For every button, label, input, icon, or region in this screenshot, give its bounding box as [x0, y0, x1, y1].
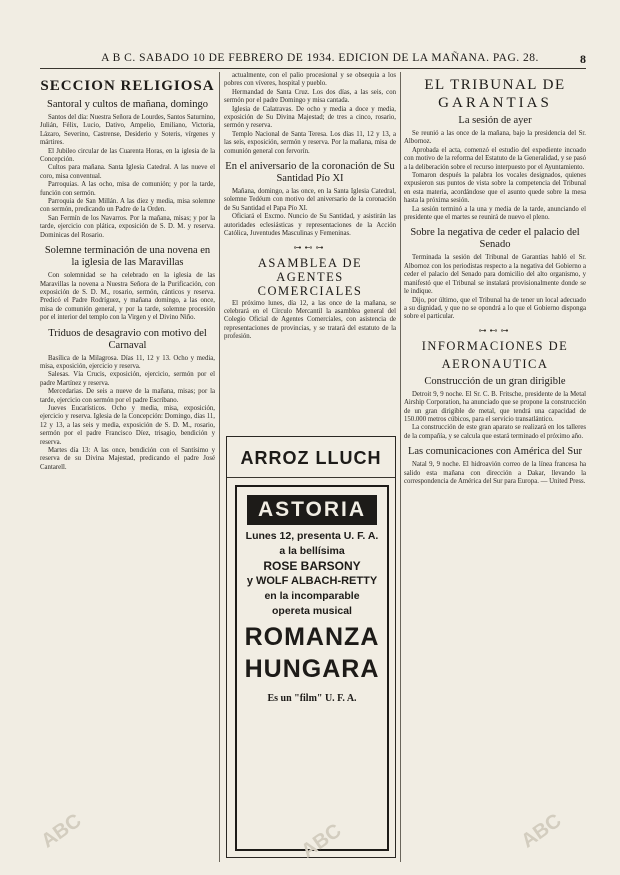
paragraph: Mercedarias. De seis a nueve de la mañana, misas; por la tarde, ejercicio con sermón por el padre Escribano. — [40, 388, 215, 404]
column-tribunal — [404, 72, 586, 862]
ad-line-star: ROSE BARSONY — [263, 559, 361, 573]
subheading-triduos: Triduos de desagravio con motivo del Carnaval — [48, 327, 207, 351]
ad-line: a la bellísima — [279, 545, 345, 557]
paragraph: Terminada la sesión del Tribunal de Garantías habló el Sr. Albornoz con los periodistas respecto a la negativa del Gobierno a ceder el palacio del Senado para domicilio del alto organismo, y manifestó que el Tribunal se instalará provisionalmente donde se le indique. — [404, 254, 586, 296]
heading-aeronautica: INFORMACIONES DE — [421, 338, 569, 353]
paragraph: Iglesia de Calatravas. De ocho y media a doce y media, exposición de Su Divina Majestad; de tres a cinco, rosario, sermón y reserva. — [224, 105, 396, 130]
paragraph: La sesión terminó a la una y media de la tarde, anunciando el presidente que el martes se reunirá de nuevo el pleno. — [404, 205, 586, 222]
watermark: ABC — [517, 809, 566, 853]
paragraph: El próximo lunes, día 12, a las once de la mañana, se celebrará en el Círculo Mercantil la asamblea general del Colegio Oficial de Agentes Comerciales, con asistencia de representaciones de provincias, y se tratará del estatuto de la profesión. — [224, 299, 396, 341]
paragraph: Jueves Eucarísticos. Ocho y media, misa, exposición, ejercicio y reserva. Iglesia de la Concepción: Domingo, días 11, 12 y 13, a las seis y media, exposición de S. D. M., rosario, sermón por el padre Francisco Díez, trisagio, bendición y reserva. — [40, 404, 215, 446]
ad-line-star: y WOLF ALBACH-RETTY — [246, 575, 378, 587]
column-middle — [224, 72, 396, 407]
paragraph: El Jubileo circular de las Cuarenta Horas, en la iglesia de la Concepción. — [40, 147, 215, 164]
film-title: HUNGARA — [244, 655, 380, 683]
ad-footer: Es un "film" U. F. A. — [267, 693, 357, 704]
ad-rule — [227, 477, 395, 478]
paragraph: Oficiará el Excmo. Nuncio de Su Santidad, y asistirán las autoridades eclesiásticas y representaciones de la Acción Católica, Juventudes Masculinas y Femeninas. — [224, 213, 396, 238]
paragraph: Natal 9, 9 noche. El hidroavión correo de la línea francesa ha salido esta mañana con dirección a Dakar, llevando la correspondencia de América del Sur para Europa. — United Press. — [404, 461, 586, 485]
subheading-santoral: Santoral y cultos de mañana, domingo — [47, 99, 208, 110]
paragraph: Mañana, domingo, a las once, en la Santa Iglesia Catedral, solemne Tedéum con motivo del aniversario de la coronación de Su Santidad el Papa Pío XI. — [224, 188, 396, 212]
paragraph: La construcción de este gran aparato se realizará en los talleres de la compañía, y se calcula que estará terminado el próximo año. — [404, 424, 586, 440]
heading-tribunal: EL TRIBUNAL DE — [424, 77, 566, 93]
heading-asamblea: ASAMBLEA DE AGENTES COMERCIALES — [257, 255, 363, 298]
paragraph: Dijo, por último, que el Tribunal ha de tener un local adecuado a su dignidad, y que no se opondrá a lo que el Gobierno disponga sobre el particular. — [404, 296, 586, 321]
subheading-senado: Sobre la negativa de ceder el palacio del Senado — [410, 227, 580, 251]
paragraph: Aprobada el acta, comenzó el estudio del expediente incoado con motivo de la reforma del Estatuto de la Generalidad, y se pasó a la deliberación sobre el recurso interpuesto por el Ayuntamiento. — [404, 146, 586, 171]
column-religiosa — [40, 72, 215, 862]
subheading-sesion: La sesión de ayer — [458, 115, 532, 126]
masthead: A B C. SABADO 10 DE FEBRERO DE 1934. EDICION DE LA MAÑANA. PAG. 28. — [101, 52, 539, 64]
ad-cinema-astoria — [235, 485, 389, 851]
subheading-america: Las comunicaciones con América del Sur — [407, 446, 583, 458]
ornament-divider: ⊶⊷⊶ — [478, 325, 512, 335]
paragraph: San Fermín de los Navarros. Por la mañana, misas; y por la tarde, ejercicio con plática, exposición de S. D. M. y reserva. Dominicas del Rosario. — [40, 214, 215, 239]
paragraph: Basílica de la Milagrosa. Días 11, 12 y 13. Ocho y media, misa, exposición, ejercicio y reserva. — [40, 354, 215, 370]
watermark: ABC — [297, 819, 346, 863]
paragraph: Parroquia de San Millán. A las diez y media, misa solemne con sermón, predicando un Padre de la Orden. — [40, 198, 215, 214]
paragraph: Se reunió a las once de la mañana, bajo la presidencia del Sr. Albornoz. — [404, 130, 586, 146]
page-number: 8 — [580, 52, 586, 66]
paragraph: Hermandad de Santa Cruz. Los dos días, a las seis, con sermón por el padre Domingo y misa cantada. — [224, 88, 396, 105]
column-divider-left — [219, 72, 220, 862]
heading-aeronautica: AERONAUTICA — [441, 356, 549, 371]
paragraph: Martes día 13: A las once, bendición con el Santísimo y reserva de su Divina Majestad, predicando el padre José Cantarell. — [40, 447, 215, 471]
header-rule — [40, 68, 586, 69]
paragraph: actualmente, con el palio procesional y se obsequia a los pobres con víveres, hospital y pueblo. — [224, 72, 396, 88]
theater-name: ASTORIA — [247, 495, 377, 525]
ad-line: Lunes 12, presenta U. F. A. — [245, 530, 379, 542]
paragraph: Salesas. Vía Crucis, exposición, ejercicio, sermón por el padre Martínez y reserva. — [40, 371, 215, 387]
paragraph: Tomaron después la palabra los vocales designados, quienes expusieron sus puntos de vista sobre la competencia del Tribunal en esta materia, acordándose que el asunto quede sobre la mesa hasta la próxima sesión. — [404, 172, 586, 205]
paragraph: Con solemnidad se ha celebrado en la iglesia de las Maravillas la novena a Nuestra Señora de la Purificación, con exposición de S. D. M., rosario, sermón, cánticos y reserva. Predicó el Padre Rodríguez, y mañana domingo, a las once, misa de comunión general, y por la tarde, solemne procesión por el interior del templo con la Virgen y el Divino Niño. — [40, 272, 215, 322]
ad-arroz-lluch: ARROZ LLUCH — [240, 448, 382, 468]
column-divider-right — [400, 72, 401, 862]
subheading-novena: Solemne terminación de una novena en la iglesia de las Maravillas — [44, 245, 211, 269]
paragraph: Cultos para mañana. Santa Iglesia Catedral. A las nueve el coro, misa conventual. — [40, 164, 215, 180]
watermark: ABC — [37, 809, 86, 853]
paragraph: Parroquias. A las ocho, misa de comunión; y por la tarde, función con sermón. — [40, 181, 215, 197]
ornament-divider: ⊶⊷⊶ — [293, 242, 327, 252]
ad-line: en la incomparable opereta musical — [264, 590, 360, 617]
section-title: SECCION RELIGIOSA — [40, 78, 215, 94]
paragraph: Santos del día: Nuestra Señora de Lourdes, Santos Saturnino, Julián, Félix, Lucio, Dativo, Ampelio, Emiliano, Victoria, Lázaro, Severino, Castrense, Desiderio y Soteris, vírgenes y mártires. — [40, 114, 215, 147]
advertisement-block — [226, 436, 396, 858]
paragraph: Templo Nacional de Santa Teresa. Los días 11, 12 y 13, a las seis, exposición, sermón y reserva. Por la mañana, misa de comunión general con fervorín. — [224, 130, 396, 155]
paragraph: Detroit 9, 9 noche. El Sr. C. B. Fritsche, presidente de la Metal Airship Corporation, ha anunciado que se propone la construcción de un gran dirigible de metal, que tendrá una capacidad de 150.000 metros cúbicos, para el servicio transatlántico. — [404, 390, 586, 423]
subheading-dirigible: Construcción de un gran dirigible — [424, 375, 566, 387]
subheading-aniversario: En el aniversario de la coronación de Su Santidad Pío XI — [225, 161, 395, 185]
film-title: ROMANZA — [244, 623, 380, 651]
heading-tribunal: GARANTIAS — [438, 95, 552, 111]
